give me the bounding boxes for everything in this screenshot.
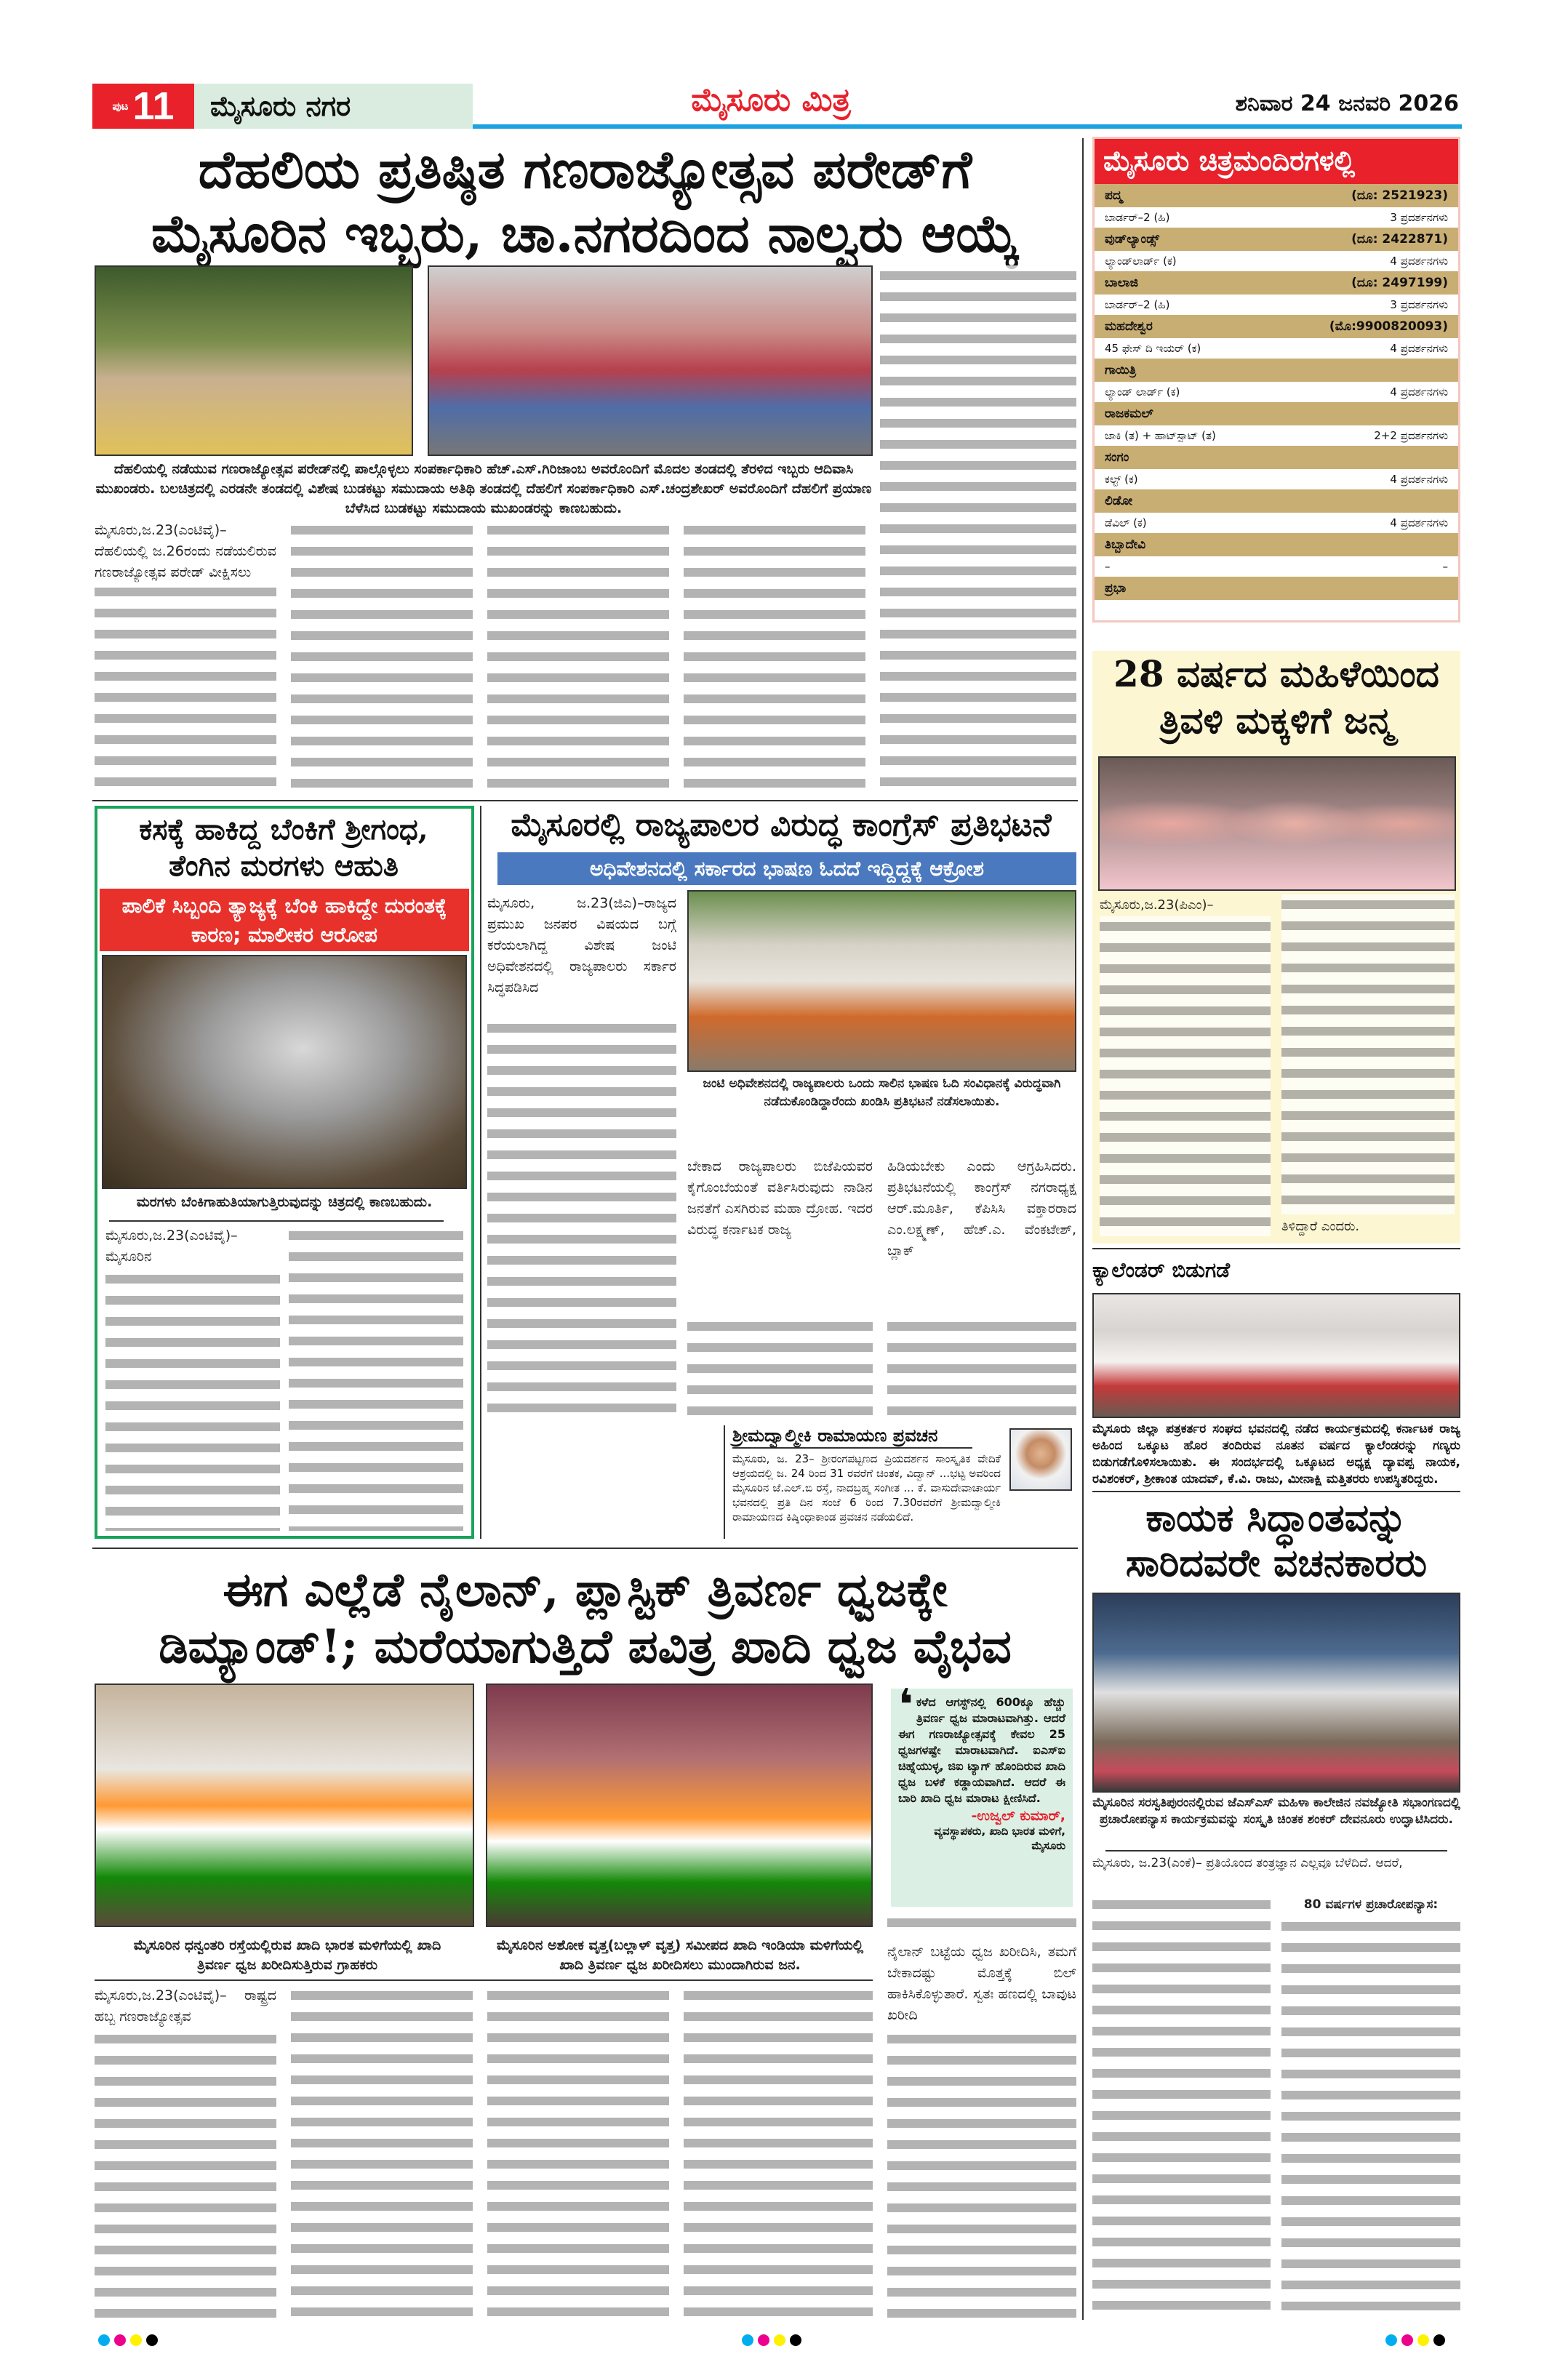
vachana-photo-caption: ಮೈಸೂರಿನ ಸರಸ್ವತಿಪುರಂನಲ್ಲಿರುವ ಜೆಎಸ್‌ಎಸ್ ಮಹಿಳಾ ಕಾಲೇಜಿನ ನವಜ್ಯೋತಿ ಸಭಾಂಗಣದಲ್ಲಿ ಪ್ರಚಾರೋಪನ್ಯಾಸ ಕಾರ್ಯಕ್ರಮವನ್ನು ಸಂಸ್ಕೃತಿ ಚಿಂತಕ ಶಂಕರ್ ದೇವನೂರು ಉದ್ಘಾಟಿಸಿದರು. [1092, 1795, 1460, 1827]
registration-dot [1401, 2334, 1413, 2346]
triplets-signoff: ತಿಳಿದ್ದಾರೆ ಎಂದರು. [1281, 1219, 1360, 1234]
flag-column-text: ನೈಲಾನ್ ಬಟ್ಟೆಯ ಧ್ವಜ ಖರೀದಿಸಿ, ತಮಗೆ ಬೇಕಾದಷ್ಟು ಮೊತ್ತಕ್ಕೆ ಬಿಲ್ ಹಾಕಿಸಿಕೊಳ್ಳುತಾರೆ. ಸ್ವತಃ ಹಣದಲ್ಲಿ ಬಾವುಟ ಖರೀದಿ [887, 1944, 1076, 2023]
flag-photo-caption-2: ಮೈಸೂರಿನ ಅಶೋಕ ವೃತ್ತ(ಬಲ್ಲಾಳ್ ವೃತ್ತ) ಸಮೀಪದ ಖಾದಿ ಇಂಡಿಯಾ ಮಳಿಗೆಯಲ್ಲಿ ಖಾದಿ ತ್ರಿವರ್ಣ ಧ್ವಜ ಖರೀದಿಸಲು ಮುಂದಾಗಿರುವ ಜನ. [496, 1937, 864, 1973]
quote-mark-icon: ❛ [898, 1680, 913, 1731]
protest-body-intro: ಮೈಸೂರು, ಜ.23(ಜಿಎ)–ರಾಜ್ಯದ ಪ್ರಮುಖ ಜನಪರ ವಿಷಯದ ಬಗ್ಗೆ ಕರೆಯಲಾಗಿದ್ದ ವಿಶೇಷ ಜಂಟಿ ಅಧಿವೇಶನದಲ್ಲಿ ರಾಜ್ಯಪಾಲರು ಸರ್ಕಾರ ಸಿದ್ಧಪಡಿಸಿದ [487, 895, 676, 996]
cinema-title: ಮೈಸೂರು ಚಿತ್ರಮಂದಿರಗಳಲ್ಲಿ [1095, 139, 1458, 184]
paper-logo: ಮೈಸೂರು ಮಿತ್ರ [691, 81, 851, 119]
cinema-theatre [1095, 577, 1458, 600]
movie-title: ಲ್ಯಾಂಡ್‌ಲಾರ್ಡ್ (ಕ) [1105, 255, 1177, 268]
column-divider [1082, 138, 1084, 2320]
vachana-photo [1092, 1593, 1460, 1793]
theatre-phone: (ದೂ: 2497199) [1351, 276, 1448, 290]
valmiki-brief [724, 1425, 1076, 1539]
cinema-movie-row [1095, 338, 1458, 359]
divider [480, 806, 481, 1539]
masthead-rule [473, 124, 1462, 129]
vachana-subhead: 80 ವರ್ಷಗಳ ಪ್ರಚಾರೋಪನ್ಯಾಸ: [1303, 1897, 1439, 1912]
cinema-theatre [1095, 359, 1458, 382]
cinema-theatre [1095, 489, 1458, 513]
parade-body-text [291, 520, 473, 793]
triplets-body-intro: ಮೈಸೂರು,ಜ.23(ಪಿಎಂ)– [1100, 897, 1214, 913]
show-count: 2+2 ಪ್ರದರ್ಶನಗಳು [1374, 429, 1448, 442]
registration-dot [130, 2334, 142, 2346]
triplets-body-text [1281, 894, 1455, 1214]
page-number: 11 [132, 84, 175, 128]
protest-headline: ಮೈಸೂರಲ್ಲಿ ರಾಜ್ಯಪಾಲರ ವಿರುದ್ಧ ಕಾಂಗ್ರೆಸ್ ಪ್ರತಿಭಟನೆ [511, 806, 1052, 844]
theatre-name: ವುಡ್‌ಲ್ಯಾಂಡ್ಸ್ [1105, 232, 1160, 247]
fire-body-text [105, 1269, 280, 1531]
cinema-theatre [1095, 228, 1458, 251]
cinema-theatre [1095, 402, 1458, 425]
flag-photo-left [95, 1684, 474, 1927]
divider [92, 1548, 1078, 1549]
registration-dot [1433, 2334, 1445, 2346]
parade-photo-caption: ದೆಹಲಿಯಲ್ಲಿ ನಡೆಯುವ ಗಣರಾಜ್ಯೋತ್ಸವ ಪರೇಡ್‌ನಲ್ಲಿ ಪಾಲ್ಗೊಳ್ಳಲು ಸಂಪರ್ಕಾಧಿಕಾರಿ ಹೆಚ್.ಎಸ್.ಗಿರಿಜಾಂಬ ಅವರೊಂದಿಗೆ ಮೊದಲ ತಂಡದಲ್ಲಿ ತೆರಳಿದ ಇಬ್ಬರು ಆದಿವಾಸಿ ಮುಖಂಡರು. ಬಲಚಿತ್ರದಲ್ಲಿ ಎರಡನೇ ತಂಡದಲ್ಲಿ ವಿಶೇಷ ಬುಡಕಟ್ಟು ಸಮುದಾಯ ಅತಿಥಿ ತಂಡದಲ್ಲಿ ದೆಹಲಿಗೆ ಸಂಪರ್ಕಾಧಿಕಾರಿ ಎಸ್.ಚಂದ್ರಶೇಖರ್ ಅವರೊಂದಿಗೆ ದೆಹಲಿಗೆ ಪ್ರಯಾಣ ಬೆಳೆಸಿದ ಬುಡಕಟ್ಟು ಸಮುದಾಯ ಮುಖಂಡರನ್ನು ಕಾಣಬಹುದು. [95, 461, 872, 516]
cinema-movie-row [1095, 600, 1458, 620]
divider [95, 1979, 873, 1981]
movie-title: ಬಾರ್ಡರ್–2 (ಹಿ) [1105, 211, 1170, 224]
cinema-movie-row [1095, 556, 1458, 577]
registration-dot [758, 2334, 769, 2346]
movie-title: ಜಾಕಿ (ತ) + ಹಾಟ್‌ಸ್ಪಾಟ್ (ತ) [1105, 429, 1216, 442]
registration-dot [742, 2334, 753, 2346]
show-count: 3 ಪ್ರದರ್ಶನಗಳು [1390, 211, 1448, 224]
divider [1092, 1491, 1460, 1492]
parade-photo-right [428, 265, 873, 456]
protest-column-text: ಬೇಕಾದ ರಾಜ್ಯಪಾಲರು ಬಿಜೆಪಿಯವರ ಕೈಗೊಂಬೆಯಂತೆ ವರ್ತಿಸಿರುವುದು ನಾಡಿನ ಜನತೆಗೆ ಎಸಗಿರುವ ಮಹಾ ದ್ರೋಹ. ಇದರ ವಿರುದ್ಧ ಕರ್ನಾಟಕ ರಾಜ್ಯ [687, 1156, 873, 1241]
protest-subhead: ಅಧಿವೇಶನದಲ್ಲಿ ಸರ್ಕಾರದ ಭಾಷಣ ಓದದೆ ಇದ್ದಿದ್ದಕ್ಕೆ ಆಕ್ರೋಶ [497, 852, 1076, 885]
fire-headline-1: ಕಸಕ್ಕೆ ಹಾಕಿದ್ದ ಬೆಂಕಿಗೆ ಶ್ರೀಗಂಧ, [139, 812, 428, 846]
show-count: 4 ಪ್ರದರ್ಶನಗಳು [1390, 385, 1448, 399]
theatre-phone: (ಮೊ:9900820093) [1329, 319, 1448, 334]
cinema-movie-row [1095, 251, 1458, 271]
parade-headline-1: ದೆಹಲಿಯ ಪ್ರತಿಷ್ಠಿತ ಗಣರಾಜ್ಯೋತ್ಸವ ಪರೇಡ್‌ಗೆ [198, 138, 972, 200]
movie-title: ಡೆವಿಲ್ (ಕ) [1105, 516, 1147, 529]
cinema-movie-row [1095, 425, 1458, 446]
protest-photo-caption: ಜಂಟಿ ಅಧಿವೇಶನದಲ್ಲಿ ರಾಜ್ಯಪಾಲರು ಒಂದು ಸಾಲಿನ ಭಾಷಣ ಓದಿ ಸಂವಿಧಾನಕ್ಕೆ ವಿರುದ್ಧವಾಗಿ ನಡೆದುಕೊಂಡಿದ್ದಾರೆಂದು ಖಂಡಿಸಿ ಪ್ರತಿಭಟನೆ ನಡೆಸಲಾಯಿತು. [703, 1076, 1061, 1109]
triplets-body-text [1100, 916, 1271, 1236]
calendar-title: ಕ್ಯಾಲೆಂಡರ್ ಬಿಡುಗಡೆ [1092, 1258, 1231, 1282]
triplets-photo [1098, 756, 1456, 891]
movie-title: ಬಾರ್ಡರ್–2 (ಹಿ) [1105, 298, 1170, 311]
theatre-name: ಮಹದೇಶ್ವರ [1105, 319, 1153, 334]
vachana-body-text [1092, 1894, 1271, 2320]
divider [1105, 1850, 1447, 1851]
theatre-name: ಸಂಗಂ [1105, 450, 1129, 465]
page-label: ಪುಟ [112, 100, 129, 113]
parade-body-intro: ಮೈಸೂರು,ಜ.23(ಎಂಟಿವೈ)– ದೆಹಲಿಯಲ್ಲಿ ಜ.26ರಂದು ನಡೆಯಲಿರುವ ಗಣರಾಜ್ಯೋತ್ಸವ ಪರೇಡ್ ವೀಕ್ಷಿಸಲು [95, 522, 276, 580]
fire-photo [102, 955, 467, 1189]
flag-body-text [95, 2029, 276, 2320]
cinema-theatre [1095, 446, 1458, 469]
theatre-name: ಗಾಯಿತ್ರಿ [1105, 363, 1137, 377]
parade-body-text [95, 582, 276, 793]
protest-column-text: ಹಿಡಿಯಬೇಕು ಎಂದು ಆಗ್ರಹಿಸಿದರು. ಪ್ರತಿಭಟನೆಯಲ್ಲಿ ಕಾಂಗ್ರೆಸ್ ನಗರಾಧ್ಯಕ್ಷ ಆರ್.ಮೂರ್ತಿ, ಕೆಪಿಸಿಸಿ ವಕ್ತಾರರಾದ ಎಂ.ಲಕ್ಷ್ಮಣ್, ಹೆಚ್.ಎ. ವೆಂಕಟೇಶ್, ಬ್ಲಾಕ್ [887, 1156, 1076, 1262]
registration-dot [98, 2334, 110, 2346]
theatre-name: ಪದ್ಮ [1105, 188, 1123, 203]
protest-body-text [487, 1018, 676, 1418]
registration-dot [146, 2334, 158, 2346]
divider [109, 1220, 444, 1222]
parade-headline-2: ಮೈಸೂರಿನ ಇಬ್ಬರು, ಚಾ.ನಗರದಿಂದ ನಾಲ್ವರು ಆಯ್ಕೆ [151, 202, 1020, 264]
fire-photo-caption: ಮರಗಳು ಬೆಂಕಿಗಾಹುತಿಯಾಗುತ್ತಿರುವುದನ್ನು ಚಿತ್ರದಲ್ಲಿ ಕಾಣಬಹುದು. [136, 1194, 433, 1210]
registration-dot [790, 2334, 801, 2346]
registration-marks-left [98, 2334, 162, 2349]
parade-body-text [684, 520, 865, 793]
theatre-phone: (ದೂ: 2422871) [1351, 232, 1448, 247]
cinema-theatre [1095, 533, 1458, 556]
triplets-headline-1: 28 ವರ್ಷದ ಮಹಿಳೆಯಿಂದ [1113, 652, 1439, 695]
protest-photo [687, 890, 1076, 1072]
divider [1092, 1248, 1460, 1249]
registration-dot [774, 2334, 785, 2346]
flag-quote: ಕಳೆದ ಆಗಸ್ಟ್‌ನಲ್ಲಿ 600ಕ್ಕೂ ಹೆಚ್ಚು ತ್ರಿವರ್ಣ ಧ್ವಜ ಮಾರಾಟವಾಗಿತ್ತು. ಆದರೆ ಈಗ ಗಣರಾಜ್ಯೋತ್ಸವಕ್ಕೆ ಕೇವಲ 25 ಧ್ವಜಗಳಷ್ಟೇ ಮಾರಾಟವಾಗಿದೆ. ಐಎಸ್ಐ ಚಿಹ್ನೆಯುಳ್ಳ, ಜಿಐ ಟ್ಯಾಗ್ ಹೊಂದಿರುವ ಖಾದಿ ಧ್ವಜ ಬಳಕೆ ಕಡ್ಡಾಯವಾಗಿದೆ. ಆದರೆ ಈ ಬಾರಿ ಖಾದಿ ಧ್ವಜ ಮಾರಾಟ ಕ್ಷೀಣಿಸಿದೆ. [898, 1695, 1065, 1805]
triplets-headline-2: ತ್ರಿವಳಿ ಮಕ್ಕಳಿಗೆ ಜನ್ಮ [1159, 699, 1394, 742]
cinema-movie-row [1095, 207, 1458, 228]
cinema-movie-row [1095, 513, 1458, 533]
parade-photo-left [95, 265, 413, 456]
registration-dot [1385, 2334, 1397, 2346]
vachana-body-intro: ಮೈಸೂರು, ಜ.23(ಎಂಕೆ)– ಪ್ರತಿಯೊಂದ ತಂತ್ರಜ್ಞಾನ ಎಲ್ಲವೂ ಬೆಳೆದಿದೆ. ಆದರೆ, [1092, 1856, 1403, 1870]
protest-body-text [887, 1316, 1076, 1418]
parade-body-text [487, 520, 669, 793]
issue-date: ಶನಿವಾರ 24 ಜನವರಿ 2026 [1235, 91, 1459, 116]
registration-marks-right [1385, 2334, 1449, 2349]
page-number-badge [92, 84, 194, 129]
cinema-theatre [1095, 184, 1458, 207]
flag-quote-author: -ಉಜ್ವಲ್ ಕುಮಾರ್, [971, 1808, 1065, 1824]
flag-body-text [684, 1985, 873, 2320]
registration-marks-center [742, 2334, 806, 2349]
show-count: 3 ಪ್ರದರ್ಶನಗಳು [1390, 298, 1448, 311]
valmiki-body: ಮೈಸೂರು, ಜ. 23– ಶ್ರೀರಂಗಪಟ್ಟಣದ ಪ್ರಿಯದರ್ಶನ ಸಾಂಸ್ಕೃತಿಕ ವೇದಿಕೆ ಆಶ್ರಯದಲ್ಲಿ ಜ. 24 ರಿಂದ 31 ರವರೆಗೆ ಚಿಂತಕ, ವಿದ್ವಾನ್ ...ಭಟ್ಟ ಅವರಿಂದ ಮೈಸೂರಿನ ಜೆ.ಎಲ್.ಬಿ ರಸ್ತೆ, ನಾದಬ್ರಹ್ಮ ಸಂಗೀತ ... ಕೆ. ವಾಸುದೇವಾಚಾರ್ಯ ಭವನದಲ್ಲಿ ಪ್ರತಿ ದಿನ ಸಂಜೆ 6 ರಿಂದ 7.30ರವರೆಗೆ ಶ್ರೀಮದ್ವಾಲ್ಮೀಕಿ ರಾಮಾಯಣದ ಕಿಷ್ಕಿಂಧಾಕಾಂಡ ಪ್ರವಚನ ನಡೆಯಲಿದೆ. [732, 1452, 1001, 1524]
cinema-listing [1092, 137, 1460, 622]
cinema-movie-row [1095, 469, 1458, 489]
flag-quote-box [891, 1680, 1073, 1907]
movie-title: – [1105, 560, 1111, 573]
section-label [194, 84, 473, 129]
section-title: ಮೈಸೂರು ನಗರ [210, 89, 351, 122]
valmiki-title: ಶ್ರೀಮದ್ವಾಲ್ಮೀಕಿ ರಾಮಾಯಣ ಪ್ರವಚನ [732, 1425, 972, 1449]
flag-photo-caption-1: ಮೈಸೂರಿನ ಧನ್ವಂತರಿ ರಸ್ತೆಯಲ್ಲಿರುವ ಖಾದಿ ಭಾರತ ಮಳಿಗೆಯಲ್ಲಿ ಖಾದಿ ತ್ರಿವರ್ಣ ಧ್ವಜ ಖರೀದಿಸುತ್ತಿರುವ ಗ್ರಾಹಕರು [133, 1937, 441, 1973]
protest-body-text [687, 1316, 873, 1418]
show-count: 4 ಪ್ರದರ್ಶನಗಳು [1390, 342, 1448, 355]
show-count: 4 ಪ್ರದರ್ಶನಗಳು [1390, 516, 1448, 529]
flag-body-text [291, 1985, 473, 2320]
show-count: – [1442, 560, 1448, 573]
flag-body-text [887, 2029, 1076, 2320]
cinema-movie-row [1095, 295, 1458, 315]
flag-body-text [487, 1985, 669, 2320]
theatre-name: ತಿಬ್ಬಾದೇವಿ [1105, 537, 1146, 552]
divider [92, 800, 1078, 801]
fire-headline-2: ತೆಂಗಿನ ಮರಗಳು ಆಹುತಿ [169, 849, 399, 883]
theatre-name: ಪ್ರಭಾ [1105, 581, 1127, 596]
theatre-name: ಲಿಡೋ [1105, 494, 1133, 508]
calendar-caption: ಮೈಸೂರು ಜಿಲ್ಲಾ ಪತ್ರಕರ್ತರ ಸಂಘದ ಭವನದಲ್ಲಿ ನಡೆದ ಕಾರ್ಯಕ್ರಮದಲ್ಲಿ ಕರ್ನಾಟಕ ರಾಜ್ಯ ಅಹಿಂದ ಒಕ್ಕೂಟ ಹೊರ ತಂದಿರುವ ನೂತನ ವರ್ಷದ ಕ್ಯಾಲೆಂಡರನ್ನು ಗಣ್ಯರು ಬಿಡುಗಡೆಗೊಳಿಸಲಾಯಿತು. ಈ ಸಂದರ್ಭದಲ್ಲಿ ಒಕ್ಕೂಟದ ಅಧ್ಯಕ್ಷ ದ್ಯಾವಪ್ಪ ನಾಯಕ, ರವಿಶಂಕರ್, ಶ್ರೀಕಾಂತ ಯಾದವ್, ಕೆ.ವಿ. ರಾಜು, ಮೀನಾಕ್ಷಿ ಮತ್ತಿತರರು ಉಪಸ್ಥಿತರಿದ್ದರು. [1092, 1422, 1460, 1486]
cinema-movie-row [1095, 382, 1458, 402]
flag-body-text [887, 1913, 1076, 1938]
movie-title: ಕಲ್ಟ್ (ಕ) [1105, 473, 1138, 486]
registration-dot [114, 2334, 126, 2346]
theatre-name: ಬಾಲಾಜಿ [1105, 276, 1139, 290]
parade-body-text [880, 265, 1076, 793]
flag-headline-1: ಈಗ ಎಲ್ಲೆಡೆ ನೈಲಾನ್, ಪ್ಲಾಸ್ಟಿಕ್ ತ್ರಿವರ್ಣ ಧ್ವಜಕ್ಕೇ [223, 1563, 948, 1617]
flag-body-intro: ಮೈಸೂರು,ಜ.23(ಎಂಟಿವೈ)– ರಾಷ್ಟ್ರದ ಹಬ್ಬ ಗಣರಾಜ್ಯೋತ್ಸವ [95, 1987, 276, 2025]
fire-body-text [289, 1225, 463, 1531]
cinema-theatre [1095, 315, 1458, 338]
fire-body-intro: ಮೈಸೂರು,ಜ.23(ಎಂಟಿವೈ)– ಮೈಸೂರಿನ [105, 1228, 238, 1265]
movie-title: ಲ್ಯಾಂಡ್ ಲಾರ್ಡ್ (ಕ) [1105, 385, 1180, 399]
theatre-phone: (ದೂ: 2521923) [1351, 188, 1448, 203]
cinema-theatre [1095, 271, 1458, 295]
vachana-body-text [1281, 1916, 1460, 2320]
fire-subhead: ಪಾಲಿಕೆ ಸಿಬ್ಬಂದಿ ತ್ಯಾಜ್ಯಕ್ಕೆ ಬೆಂಕಿ ಹಾಕಿದ್ದೇ ದುರಂತಕ್ಕೆ ಕಾರಣ; ಮಾಲೀಕರ ಆರೋಪ [100, 889, 469, 951]
flag-quote-role: ವ್ಯವಸ್ಥಾಪಕರು, ಖಾದಿ ಭಾರತ ಮಳಿಗೆ, ಮೈಸೂರು [934, 1825, 1065, 1852]
flag-headline-2: ಡಿಮ್ಯಾಂಡ್!; ಮರೆಯಾಗುತ್ತಿದೆ ಪವಿತ್ರ ಖಾದಿ ಧ್ವಜ ವೈಭವ [159, 1620, 1012, 1674]
vachana-headline-1: ಕಾಯಕ ಸಿದ್ಧಾಂತವನ್ನು [1145, 1496, 1407, 1540]
theatre-name: ರಾಜಕಮಲ್ [1105, 407, 1153, 421]
movie-title: 45 ಫೇಸ್ ದಿ ಇಯರ್ (ಕ) [1105, 342, 1201, 355]
vachana-headline-2: ಸಾರಿದವರೇ ವಚನಕಾರರು [1125, 1541, 1428, 1585]
show-count: 4 ಪ್ರದರ್ಶನಗಳು [1390, 473, 1448, 486]
registration-dot [1417, 2334, 1429, 2346]
calendar-photo [1092, 1293, 1460, 1418]
show-count: 4 ಪ್ರದರ್ಶನಗಳು [1390, 255, 1448, 268]
flag-photo-right [486, 1684, 873, 1927]
